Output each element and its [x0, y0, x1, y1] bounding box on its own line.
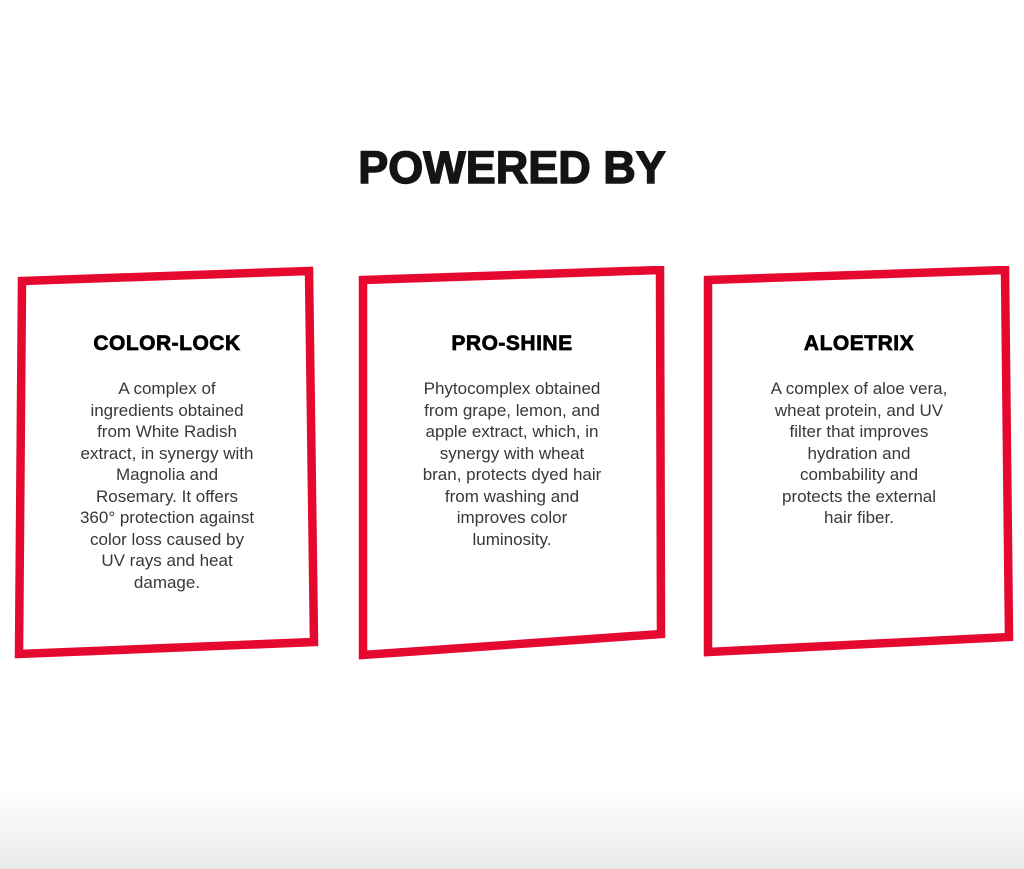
ingredient-card-aloetrix: [703, 266, 1015, 660]
section-heading: POWERED BY: [358, 142, 666, 194]
ingredient-card-pro-shine: [358, 266, 666, 660]
card-description: A complex of ingredients obtained from White Radish extract, in synergy with Magnolia and Rosemary. It offers 360° protection against color loss caused by UV rays and heat damage.: [79, 379, 255, 592]
card-content: [47, 266, 287, 593]
card-content: [739, 266, 979, 529]
card-content: [392, 266, 632, 550]
card-description: Phytocomplex obtained from grape, lemon, and apple extract, which, in synergy with wheat bran, protects dyed hair from washing and improves color luminosity.: [422, 379, 602, 549]
card-title: PRO-SHINE: [451, 332, 573, 355]
bottom-gradient: [0, 789, 1024, 869]
card-title: ALOETRIX: [803, 332, 915, 355]
card-title: COLOR-LOCK: [93, 332, 241, 355]
card-description: A complex of aloe vera, wheat protein, and UV filter that improves hydration and combability and protects the external hair fiber.: [770, 379, 948, 527]
ingredient-card-color-lock: [14, 266, 320, 660]
